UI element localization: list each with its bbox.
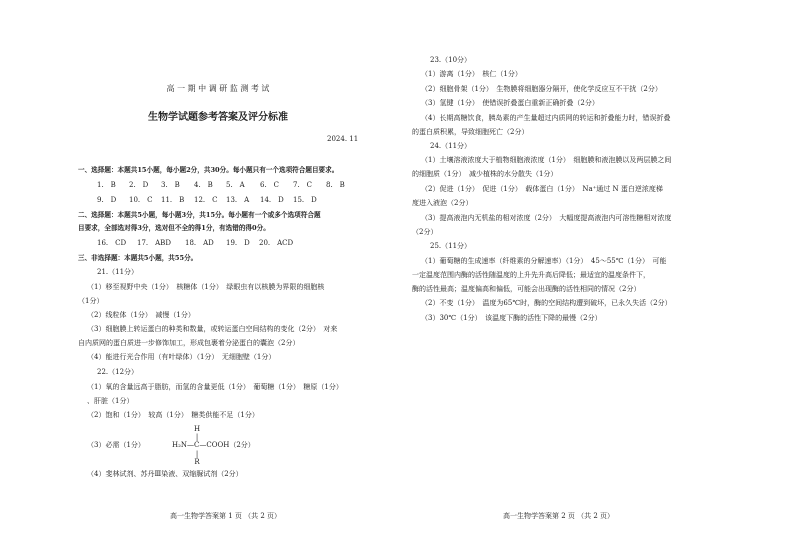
formula-r-group: R [194, 458, 200, 466]
q24-part1-line1: （1）土壤溶液浓度大于植物细胞液浓度（1分） 细胞膜和液泡膜以及两层膜之间 [421, 156, 672, 164]
answer-18: 18. AD [185, 239, 214, 247]
section2-header-line1: 二、选择题：本题共5小题，每小题3分，共15分。每小题有一个或多个选项符合题 [78, 211, 321, 219]
q23-part1: （1）游离（1分） 核仁（1分） [421, 70, 522, 78]
q25-part1-line1: （1）葡萄糖的生成速率（纤维素的分解速率）（1分） 45～55℃（1分） 可能 [421, 257, 667, 265]
q24-part2-line2: 度进入液泡（2分） [412, 199, 473, 207]
answer-7: 7. C [293, 181, 313, 189]
q25-part2: （2）不变（1分） 温度为65℃时，酶的空间结构遭到破坏，已永久失活（2分） [421, 299, 672, 307]
answer-12: 12. C [194, 196, 218, 204]
q24-header: 24.（11分） [430, 142, 472, 150]
answer-2: 2. D [129, 181, 149, 189]
q22-part4: （4）斐林试剂、苏丹Ⅲ染液、双缩脲试剂（2分） [87, 470, 243, 478]
q23-part2: （2）细胞骨架（1分） 生物膜将细胞器分隔开，使化学反应互不干扰（2分） [421, 85, 662, 93]
q22-part2: （2）饱和（1分） 较高（1分） 糖类供能不足（1分） [87, 411, 259, 419]
q21-part1-line1: （1）移至视野中央（1分） 核糖体（1分） 绿眼虫有以核膜为界限的细胞核 [87, 283, 325, 291]
q25-header: 25.（11分） [430, 242, 472, 250]
answer-19: 19. D [226, 239, 250, 247]
answer-17: 17. ABD [137, 239, 171, 247]
formula-bond-top: | [195, 433, 199, 441]
answer-1: 1. B [97, 181, 116, 189]
answer-5: 5. A [226, 181, 245, 189]
answer-20: 20. ACD [259, 239, 294, 247]
q21-part3-line2: 自内质网的蛋白质进一步修饰加工，形成包裹着分泌蛋白的囊泡（2分） [78, 339, 300, 347]
answer-4: 4. B [194, 181, 213, 189]
answer-13: 13. A [226, 196, 250, 204]
formula-bond-bottom: | [195, 450, 199, 458]
q25-part1-line2: 一定温度范围内酶的活性随温度的上升先升高后降低；最适宜的温度条件下， [412, 271, 650, 279]
answer-6: 6. C [260, 181, 280, 189]
q22-part3: （3）必需（1分） [87, 441, 145, 449]
right-page-footer: 高一生物学答案第 2 页 （共 2 页） [503, 512, 615, 520]
left-page-footer: 高一生物学答案第 1 页 （共 2 页） [170, 512, 282, 520]
q23-part4-line2: 的蛋白质积累，导致细胞死亡（2分） [412, 128, 529, 136]
q23-header: 23.（10分） [430, 56, 472, 64]
answer-key-title: 生物学试题参考答案及评分标准 [148, 112, 288, 123]
q22-part1-line2: 、肝脏（1分） [87, 397, 134, 405]
q24-part3-line2: （2分） [412, 228, 438, 236]
section1-header: 一、选择题：本题共15小题，每小题2分，共30分。每小题只有一个选项符合题目要求。 [78, 166, 339, 174]
q23-part3: （3）氢键（1分） 使错误折叠蛋白重新正确折叠（2分） [421, 99, 599, 107]
q24-part3-line1: （3）提高液泡内无机盐的相对浓度（2分） 大幅度提高液泡内可溶性糖相对浓度 [421, 214, 672, 222]
answer-11: 11. B [161, 196, 185, 204]
q21-part4: （4）能进行光合作用（有叶绿体）（1分） 无细胞壁（1分） [87, 353, 276, 361]
section3-header: 三、非选择题：本题共5小题，共55分。 [78, 254, 198, 262]
q25-part1-line3: 酶的活性最高；温度偏高和偏低，可能会出现酶的活性相同的情况（2分） [412, 285, 641, 293]
exam-subtitle: 高 一 期 中 调 研 监 测 考 试 [166, 84, 270, 93]
q25-part3: （3）30℃（1分） 该温度下酶的活性下降的最慢（2分） [421, 314, 602, 322]
section2-header-line2: 目要求，全部选对得3分，选对但不全的得1分，有选错的得0分。 [78, 224, 270, 232]
q21-part3-line1: （3）细胞膜上转运蛋白的种类和数量，或转运蛋白空间结构的变化（2分） 对来 [87, 325, 338, 333]
formula-main-chain: H₂N—C—COOH（2分） [172, 441, 255, 449]
q24-part1-line2: 的细胞质（1分） 减少植株的水分散失（1分） [412, 170, 558, 178]
answer-9: 9. D [97, 196, 117, 204]
answer-16: 16. CD [97, 239, 127, 247]
q22-header: 22.（12分） [97, 368, 139, 376]
q21-header: 21.（11分） [97, 268, 139, 276]
answer-8: 8. B [326, 181, 345, 189]
q23-part4-line1: （4）长期高糖饮食，胰岛素的产生量超过内质网的转运和折叠能力时，错误折叠 [421, 114, 671, 122]
answer-10: 10. C [129, 196, 153, 204]
formula-hydrogen: H [193, 425, 201, 433]
q24-part2-line1: （2）促进（1分） 促进（1分） 载体蛋白（1分） Na⁺通过 N 蛋白逆浓度梯 [421, 185, 663, 193]
q22-part1-line1: （1）氧的含量远高于脂肪，而氢的含量更低（1分） 葡萄糖（1分） 糖原（1分） [87, 383, 343, 391]
answer-15: 15. D [293, 196, 317, 204]
answer-14: 14. D [260, 196, 284, 204]
q21-part1-line2: （1分） [78, 297, 104, 305]
document-date: 2024. 11 [327, 135, 359, 143]
answer-3: 3. B [161, 181, 180, 189]
q21-part2: （2）线粒体（1分） 减慢（1分） [87, 311, 195, 319]
